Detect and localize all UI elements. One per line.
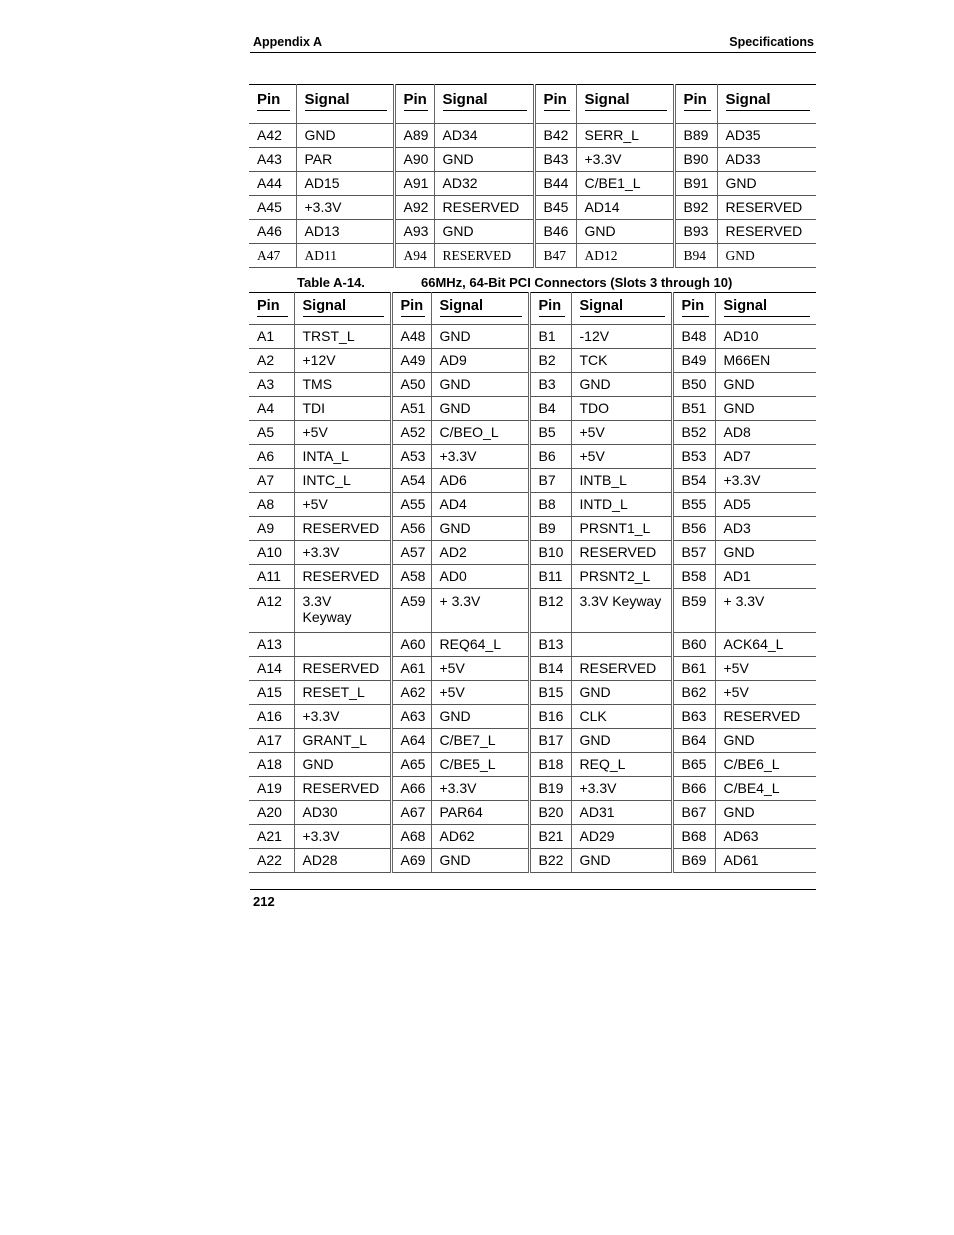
column-header-label: Signal (303, 298, 384, 317)
column-header-label: Signal (305, 91, 387, 111)
pin-cell: B61 (672, 657, 715, 681)
pin-cell: B67 (672, 801, 715, 825)
pin-cell: B18 (529, 753, 571, 777)
signal-cell: ACK64_L (715, 633, 816, 657)
pin-cell: A92 (394, 196, 434, 220)
pin-cell: B56 (672, 517, 715, 541)
signal-cell: +3.3V (431, 777, 529, 801)
pin-table-slots-3-10 (249, 292, 816, 873)
signal-cell: +3.3V (296, 196, 394, 220)
page-footer (250, 889, 816, 909)
table-row (249, 849, 816, 873)
pin-cell: A19 (249, 777, 294, 801)
column-header-label: Pin (257, 298, 288, 317)
column-header-label: Signal (726, 91, 811, 111)
signal-cell: +5V (571, 445, 672, 469)
table-row (249, 469, 816, 493)
pin-cell: A54 (391, 469, 431, 493)
signal-cell: REQ_L (571, 753, 672, 777)
pin-cell: A89 (394, 124, 434, 148)
column-header-label: Signal (724, 298, 811, 317)
pin-cell: B13 (529, 633, 571, 657)
column-header-label: Signal (443, 91, 527, 111)
signal-cell: PAR (296, 148, 394, 172)
signal-cell: GRANT_L (294, 729, 391, 753)
table-row (249, 421, 816, 445)
pin-cell: B17 (529, 729, 571, 753)
pin-cell: B64 (672, 729, 715, 753)
signal-cell: TCK (571, 349, 672, 373)
signal-cell: INTD_L (571, 493, 672, 517)
pin-cell: A58 (391, 565, 431, 589)
signal-cell: C/BE5_L (431, 753, 529, 777)
signal-cell (294, 633, 391, 657)
table-row (249, 565, 816, 589)
pin-cell: A46 (249, 220, 296, 244)
pin-cell: A47 (249, 244, 296, 268)
column-header-pin (391, 293, 431, 325)
column-header-signal (434, 85, 534, 124)
table-row (249, 445, 816, 469)
pin-cell: B94 (674, 244, 717, 268)
signal-cell: GND (715, 729, 816, 753)
table-row (249, 705, 816, 729)
pin-cell: A65 (391, 753, 431, 777)
pin-cell: B20 (529, 801, 571, 825)
pin-cell: B50 (672, 373, 715, 397)
signal-cell: GND (434, 220, 534, 244)
signal-cell: PRSNT2_L (571, 565, 672, 589)
signal-cell: GND (571, 849, 672, 873)
pin-cell: A4 (249, 397, 294, 421)
signal-cell: AD35 (717, 124, 816, 148)
signal-cell: INTA_L (294, 445, 391, 469)
column-header-label: Signal (585, 91, 667, 111)
column-header-signal (576, 85, 674, 124)
pin-cell: A91 (394, 172, 434, 196)
signal-cell: AD5 (715, 493, 816, 517)
signal-cell: GND (431, 849, 529, 873)
signal-cell: INTC_L (294, 469, 391, 493)
table-row (249, 589, 816, 633)
pin-cell: B51 (672, 397, 715, 421)
pin-cell: B22 (529, 849, 571, 873)
pin-cell: B46 (534, 220, 576, 244)
header-section-label: Appendix A (253, 35, 322, 49)
column-header-signal (715, 293, 816, 325)
signal-cell: GND (571, 729, 672, 753)
signal-cell: AD31 (571, 801, 672, 825)
column-header-pin (249, 85, 296, 124)
pin-cell: B21 (529, 825, 571, 849)
signal-cell: M66EN (715, 349, 816, 373)
pin-cell: B92 (674, 196, 717, 220)
signal-cell: RESERVED (294, 565, 391, 589)
pin-cell: A57 (391, 541, 431, 565)
signal-cell (571, 633, 672, 657)
table-row (249, 397, 816, 421)
column-header-label: Pin (401, 298, 425, 317)
signal-cell: RESERVED (717, 196, 816, 220)
signal-cell: AD10 (715, 325, 816, 349)
pin-cell: A94 (394, 244, 434, 268)
pin-cell: A66 (391, 777, 431, 801)
signal-cell: -12V (571, 325, 672, 349)
table-row (249, 681, 816, 705)
pin-cell: B59 (672, 589, 715, 633)
signal-cell: +3.3V (294, 825, 391, 849)
pin-cell: A51 (391, 397, 431, 421)
pin-cell: A49 (391, 349, 431, 373)
signal-cell: AD62 (431, 825, 529, 849)
table-row (249, 220, 816, 244)
pin-cell: A63 (391, 705, 431, 729)
signal-cell: +3.3V (431, 445, 529, 469)
pin-table-continued (249, 84, 816, 268)
pin-cell: A15 (249, 681, 294, 705)
signal-cell: +5V (715, 681, 816, 705)
pin-cell: A43 (249, 148, 296, 172)
table-row (249, 825, 816, 849)
signal-cell: AD33 (717, 148, 816, 172)
pin-cell: B93 (674, 220, 717, 244)
signal-cell: AD6 (431, 469, 529, 493)
pin-cell: A22 (249, 849, 294, 873)
table-row (249, 517, 816, 541)
table-row (249, 172, 816, 196)
pin-cell: A44 (249, 172, 296, 196)
column-header-signal (571, 293, 672, 325)
signal-cell: RESERVED (571, 657, 672, 681)
column-header-label: Pin (684, 91, 711, 111)
pin-cell: B4 (529, 397, 571, 421)
signal-cell: AD7 (715, 445, 816, 469)
signal-cell: +12V (294, 349, 391, 373)
signal-cell: TDO (571, 397, 672, 421)
signal-cell: GND (431, 325, 529, 349)
column-header-pin (674, 85, 717, 124)
signal-cell: AD11 (296, 244, 394, 268)
signal-cell: GND (296, 124, 394, 148)
pin-cell: A69 (391, 849, 431, 873)
signal-cell: GND (434, 148, 534, 172)
signal-cell: RESERVED (571, 541, 672, 565)
signal-cell: RESERVED (294, 517, 391, 541)
table-row (249, 349, 816, 373)
signal-cell: GND (571, 681, 672, 705)
signal-cell: GND (431, 517, 529, 541)
table-row (249, 777, 816, 801)
signal-cell: INTB_L (571, 469, 672, 493)
signal-cell: RESERVED (434, 244, 534, 268)
column-header-label: Pin (404, 91, 428, 111)
signal-cell: AD63 (715, 825, 816, 849)
pin-cell: B11 (529, 565, 571, 589)
signal-cell: C/BE4_L (715, 777, 816, 801)
signal-cell: AD61 (715, 849, 816, 873)
pin-cell: A14 (249, 657, 294, 681)
header-chapter-label: Specifications (729, 35, 814, 49)
table-caption-number: Table A-14. (297, 275, 365, 290)
signal-cell: SERR_L (576, 124, 674, 148)
pin-cell: B60 (672, 633, 715, 657)
page-header (250, 34, 816, 53)
table-row (249, 493, 816, 517)
pin-cell: A7 (249, 469, 294, 493)
signal-cell: RESERVED (717, 220, 816, 244)
signal-cell: PRSNT1_L (571, 517, 672, 541)
column-header-label: Pin (544, 91, 570, 111)
pin-cell: A18 (249, 753, 294, 777)
signal-cell: GND (715, 801, 816, 825)
signal-cell: +3.3V (571, 777, 672, 801)
pin-cell: A20 (249, 801, 294, 825)
signal-cell: 3.3V Keyway (294, 589, 391, 633)
signal-cell: +3.3V (294, 705, 391, 729)
signal-cell: C/BE1_L (576, 172, 674, 196)
signal-cell: GND (715, 541, 816, 565)
signal-cell: AD15 (296, 172, 394, 196)
signal-cell: RESERVED (434, 196, 534, 220)
signal-cell: TMS (294, 373, 391, 397)
signal-cell: AD2 (431, 541, 529, 565)
column-header-pin (529, 293, 571, 325)
signal-cell: +5V (431, 657, 529, 681)
table-row (249, 148, 816, 172)
pin-cell: B49 (672, 349, 715, 373)
signal-cell: GND (715, 373, 816, 397)
signal-cell: TRST_L (294, 325, 391, 349)
signal-cell: + 3.3V (715, 589, 816, 633)
signal-cell: REQ64_L (431, 633, 529, 657)
pin-cell: A13 (249, 633, 294, 657)
pin-cell: B69 (672, 849, 715, 873)
signal-cell: + 3.3V (431, 589, 529, 633)
signal-cell: PAR64 (431, 801, 529, 825)
pin-cell: B12 (529, 589, 571, 633)
table-row (249, 124, 816, 148)
pin-cell: A1 (249, 325, 294, 349)
signal-cell: RESERVED (294, 657, 391, 681)
signal-cell: GND (715, 397, 816, 421)
page-number: 212 (253, 894, 275, 909)
table-row (249, 753, 816, 777)
pin-cell: B8 (529, 493, 571, 517)
signal-cell: +3.3V (576, 148, 674, 172)
pin-cell: B19 (529, 777, 571, 801)
pin-cell: B5 (529, 421, 571, 445)
signal-cell: GND (431, 397, 529, 421)
table-caption-title: 66MHz, 64-Bit PCI Connectors (Slots 3 through 10) (421, 275, 733, 290)
table-row (249, 633, 816, 657)
pin-cell: B68 (672, 825, 715, 849)
pin-cell: B52 (672, 421, 715, 445)
table-row (249, 541, 816, 565)
pin-cell: A6 (249, 445, 294, 469)
pin-cell: A55 (391, 493, 431, 517)
signal-cell: GND (431, 705, 529, 729)
signal-cell: +5V (715, 657, 816, 681)
column-header-pin (534, 85, 576, 124)
signal-cell: AD28 (294, 849, 391, 873)
pin-cell: B89 (674, 124, 717, 148)
pin-cell: B9 (529, 517, 571, 541)
pin-cell: B16 (529, 705, 571, 729)
pin-cell: B10 (529, 541, 571, 565)
column-header-signal (717, 85, 816, 124)
pin-cell: B14 (529, 657, 571, 681)
signal-cell: CLK (571, 705, 672, 729)
column-header-signal (431, 293, 529, 325)
pin-cell: A5 (249, 421, 294, 445)
pin-cell: B3 (529, 373, 571, 397)
signal-cell: +5V (571, 421, 672, 445)
signal-cell: AD13 (296, 220, 394, 244)
signal-cell: +5V (294, 421, 391, 445)
table-row (249, 244, 816, 268)
pin-cell: A67 (391, 801, 431, 825)
pin-cell: B65 (672, 753, 715, 777)
pin-cell: B2 (529, 349, 571, 373)
signal-cell: RESERVED (294, 777, 391, 801)
column-header-label: Pin (257, 91, 290, 111)
pin-cell: A64 (391, 729, 431, 753)
pin-cell: B54 (672, 469, 715, 493)
pin-cell: A59 (391, 589, 431, 633)
pin-cell: A17 (249, 729, 294, 753)
pin-cell: A53 (391, 445, 431, 469)
pin-cell: B15 (529, 681, 571, 705)
pin-cell: A3 (249, 373, 294, 397)
signal-cell: AD29 (571, 825, 672, 849)
column-header-pin (249, 293, 294, 325)
pin-cell: B53 (672, 445, 715, 469)
column-header-signal (296, 85, 394, 124)
pin-cell: B63 (672, 705, 715, 729)
table-row (249, 657, 816, 681)
signal-cell: GND (431, 373, 529, 397)
table-row (249, 373, 816, 397)
pin-cell: B55 (672, 493, 715, 517)
pin-cell: B42 (534, 124, 576, 148)
column-header-label: Signal (580, 298, 665, 317)
signal-cell: C/BEO_L (431, 421, 529, 445)
column-header-pin (672, 293, 715, 325)
pin-cell: B57 (672, 541, 715, 565)
pin-cell: A56 (391, 517, 431, 541)
pin-cell: A61 (391, 657, 431, 681)
table-row (249, 196, 816, 220)
table-header-row (249, 85, 816, 124)
pin-cell: A11 (249, 565, 294, 589)
signal-cell: AD4 (431, 493, 529, 517)
pin-cell: B48 (672, 325, 715, 349)
signal-cell: TDI (294, 397, 391, 421)
signal-cell: +5V (431, 681, 529, 705)
signal-cell: AD8 (715, 421, 816, 445)
signal-cell: +3.3V (715, 469, 816, 493)
signal-cell: 3.3V Keyway (571, 589, 672, 633)
pin-cell: A12 (249, 589, 294, 633)
column-header-label: Signal (440, 298, 522, 317)
pin-cell: A50 (391, 373, 431, 397)
signal-cell: RESET_L (294, 681, 391, 705)
pin-cell: A62 (391, 681, 431, 705)
signal-cell: GND (717, 244, 816, 268)
pin-cell: A60 (391, 633, 431, 657)
pin-cell: B43 (534, 148, 576, 172)
pin-cell: B58 (672, 565, 715, 589)
pin-cell: A16 (249, 705, 294, 729)
signal-cell: AD3 (715, 517, 816, 541)
pin-cell: B7 (529, 469, 571, 493)
pin-cell: B62 (672, 681, 715, 705)
signal-cell: GND (294, 753, 391, 777)
pin-cell: A68 (391, 825, 431, 849)
signal-cell: GND (576, 220, 674, 244)
signal-cell: GND (571, 373, 672, 397)
pin-cell: B91 (674, 172, 717, 196)
table-row (249, 729, 816, 753)
table-row (249, 325, 816, 349)
pin-cell: A2 (249, 349, 294, 373)
signal-cell: AD0 (431, 565, 529, 589)
table-row (249, 801, 816, 825)
column-header-signal (294, 293, 391, 325)
signal-cell: +5V (294, 493, 391, 517)
column-header-pin (394, 85, 434, 124)
signal-cell: C/BE6_L (715, 753, 816, 777)
signal-cell: AD14 (576, 196, 674, 220)
pin-cell: A21 (249, 825, 294, 849)
signal-cell: AD30 (294, 801, 391, 825)
table-header-row (249, 293, 816, 325)
pin-cell: A42 (249, 124, 296, 148)
column-header-label: Pin (539, 298, 565, 317)
signal-cell: AD1 (715, 565, 816, 589)
pin-cell: A8 (249, 493, 294, 517)
signal-cell: AD9 (431, 349, 529, 373)
pin-cell: A48 (391, 325, 431, 349)
pin-cell: B6 (529, 445, 571, 469)
pin-cell: B47 (534, 244, 576, 268)
signal-cell: AD32 (434, 172, 534, 196)
pin-cell: B1 (529, 325, 571, 349)
signal-cell: AD12 (576, 244, 674, 268)
signal-cell: C/BE7_L (431, 729, 529, 753)
signal-cell: +3.3V (294, 541, 391, 565)
signal-cell: GND (717, 172, 816, 196)
pin-cell: A52 (391, 421, 431, 445)
pin-cell: A90 (394, 148, 434, 172)
pin-cell: B44 (534, 172, 576, 196)
pin-cell: A93 (394, 220, 434, 244)
column-header-label: Pin (682, 298, 709, 317)
signal-cell: AD34 (434, 124, 534, 148)
pin-cell: A10 (249, 541, 294, 565)
pin-cell: A45 (249, 196, 296, 220)
pin-cell: B45 (534, 196, 576, 220)
pin-cell: B90 (674, 148, 717, 172)
pin-cell: A9 (249, 517, 294, 541)
signal-cell: RESERVED (715, 705, 816, 729)
pin-cell: B66 (672, 777, 715, 801)
